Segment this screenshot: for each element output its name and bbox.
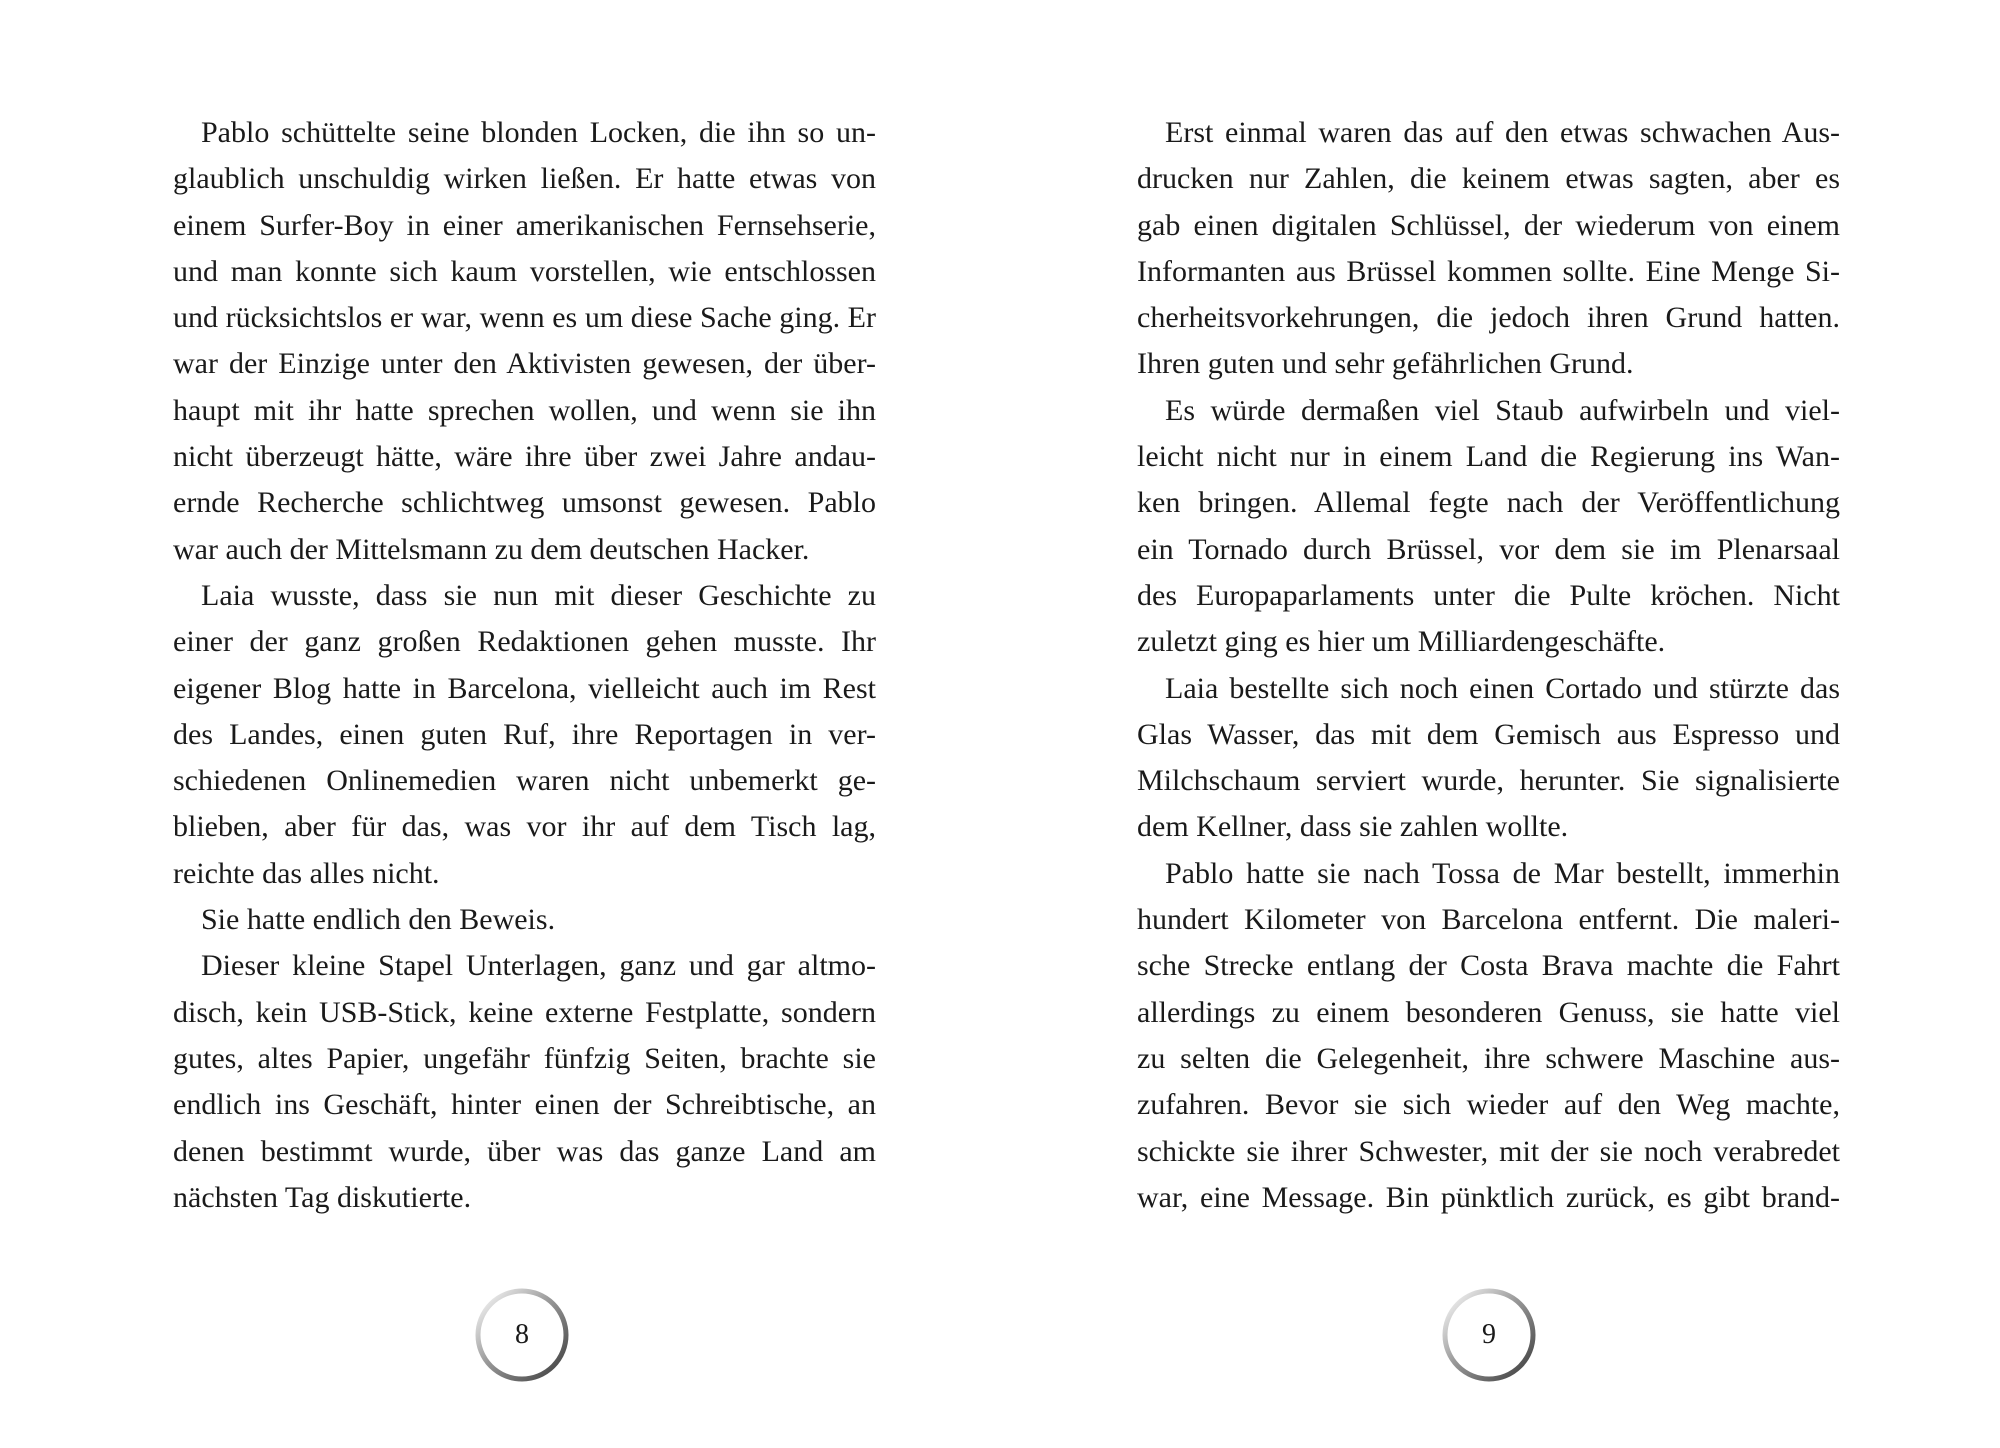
text-line: und rücksichtslos er war, wenn es um diese Sache ging. Er <box>173 301 876 335</box>
text-line: sche Strecke entlang der Costa Brava machte die Fahrt <box>1137 949 1840 983</box>
text-line: ein Tornado durch Brüssel, vor dem sie im Plenarsaal <box>1137 532 1840 566</box>
text-line: war der Einzige unter den Aktivisten gewesen, der über- <box>173 347 876 381</box>
text-line: denen bestimmt wurde, über was das ganze Land am <box>173 1134 876 1168</box>
text-line: einer der ganz großen Redaktionen gehen musste. Ihr <box>173 625 876 659</box>
text-line: einem Surfer-Boy in einer amerikanischen Fernsehserie, <box>173 208 876 242</box>
text-line: Dieser kleine Stapel Unterlagen, ganz und gar altmo- <box>201 949 876 983</box>
text-line: zuletzt ging es hier um Milliardengeschäfte. <box>1137 625 1666 659</box>
text-line: endlich ins Geschäft, hinter einen der Schreibtische, an <box>173 1088 876 1122</box>
text-line: Erst einmal waren das auf den etwas schwachen Aus- <box>1165 116 1840 149</box>
text-line: nicht überzeugt hätte, wäre ihre über zwei Jahre andau- <box>173 440 876 474</box>
text-line: schiedenen Onlinemedien waren nicht unbemerkt ge- <box>173 764 876 798</box>
text-line: Glas Wasser, das mit dem Gemisch aus Espresso und <box>1137 717 1840 751</box>
text-line: Laia bestellte sich noch einen Cortado und stürzte das <box>1165 671 1840 705</box>
text-line: drucken nur Zahlen, die keinem etwas sagten, aber es <box>1137 162 1840 196</box>
text-line: Informanten aus Brüssel kommen sollte. Eine Menge Si- <box>1137 254 1840 288</box>
text-line: und man konnte sich kaum vorstellen, wie entschlossen <box>173 254 876 288</box>
text-line: des Landes, einen guten Ruf, ihre Reportagen in ver- <box>173 717 876 751</box>
text-line: Pablo schüttelte seine blonden Locken, die ihn so un- <box>201 116 876 149</box>
text-line: nächsten Tag diskutierte. <box>173 1180 472 1214</box>
text-line: gab einen digitalen Schlüssel, der wiederum von einem <box>1137 208 1840 242</box>
text-line: gutes, altes Papier, ungefähr fünfzig Seiten, brachte sie <box>173 1041 876 1075</box>
right-page <box>1000 0 2000 1448</box>
text-line: reichte das alles nicht. <box>173 856 440 890</box>
text-line: Pablo hatte sie nach Tossa de Mar bestellt, immerhin <box>1165 856 1840 890</box>
text-line: ernde Recherche schlichtweg umsonst gewesen. Pablo <box>173 486 876 520</box>
text-line: schickte sie ihrer Schwester, mit der sie noch verabredet <box>1137 1134 1840 1168</box>
page-number: 9 <box>1482 1319 1496 1350</box>
text-line: Laia wusste, dass sie nun mit dieser Geschichte zu <box>201 578 876 612</box>
text-line: cherheitsvorkehrungen, die jedoch ihren Grund hatten. <box>1137 301 1840 335</box>
text-line: hundert Kilometer von Barcelona entfernt. Die maleri- <box>1137 903 1840 937</box>
page-number-badge <box>472 1285 572 1385</box>
left-page-text <box>173 110 876 1221</box>
text-line: dem Kellner, dass sie zahlen wollte. <box>1137 810 1569 844</box>
page-number-badge <box>1439 1285 1539 1385</box>
text-line: Ihren guten und sehr gefährlichen Grund. <box>1137 347 1634 381</box>
text-line: zu selten die Gelegenheit, ihre schwere Maschine aus- <box>1137 1041 1840 1075</box>
text-line: disch, kein USB-Stick, keine externe Festplatte, sondern <box>173 995 876 1029</box>
page-number: 8 <box>515 1319 529 1350</box>
text-line: Sie hatte endlich den Beweis. <box>201 903 556 937</box>
text-line: Milchschaum serviert wurde, herunter. Sie signalisierte <box>1137 764 1840 798</box>
text-line: zufahren. Bevor sie sich wieder auf den Weg machte, <box>1137 1088 1840 1122</box>
text-line: haupt mit ihr hatte sprechen wollen, und wenn sie ihn <box>173 393 876 427</box>
text-line: ken bringen. Allemal fegte nach der Veröffentlichung <box>1137 486 1840 520</box>
text-line: blieben, aber für das, was vor ihr auf dem Tisch lag, <box>173 810 876 844</box>
text-line: war auch der Mittelsmann zu dem deutschen Hacker. <box>173 532 810 566</box>
text-line: war, eine Message. Bin pünktlich zurück, es gibt brand- <box>1137 1180 1840 1214</box>
text-line: glaublich unschuldig wirken ließen. Er hatte etwas von <box>173 162 876 196</box>
text-line: des Europaparlaments unter die Pulte kröchen. Nicht <box>1137 578 1840 612</box>
right-page-text <box>1137 110 1840 1221</box>
text-line: eigener Blog hatte in Barcelona, vielleicht auch im Rest <box>173 671 876 705</box>
text-line: Es würde dermaßen viel Staub aufwirbeln und viel- <box>1165 393 1840 427</box>
text-line: allerdings zu einem besonderen Genuss, sie hatte viel <box>1137 995 1840 1029</box>
text-line: leicht nicht nur in einem Land die Regierung ins Wan- <box>1137 440 1840 474</box>
